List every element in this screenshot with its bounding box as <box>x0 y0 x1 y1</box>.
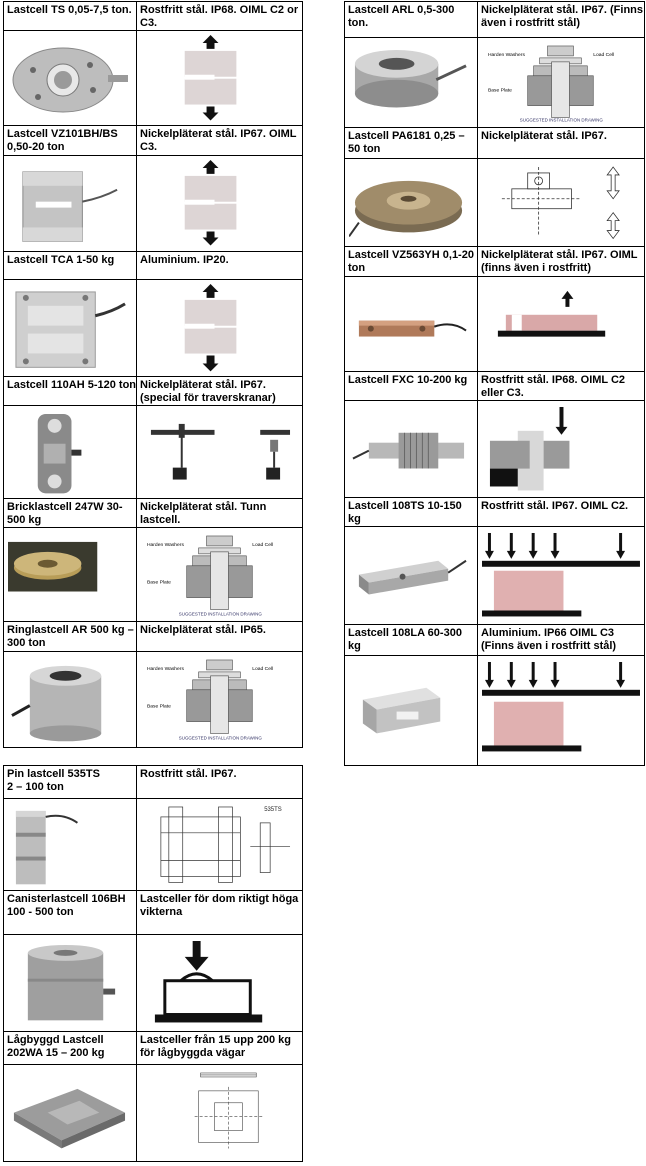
product-spec: Lastceller från 15 upp 200 kg för lågbyggda vägar <box>140 1034 292 1059</box>
product-name: Ringlastcell AR 500 kg – 300 ton <box>7 624 134 649</box>
product-spec: Nickelpläterat stål. IP67. OIML C3. <box>140 128 297 153</box>
low-profile-dimension-drawing <box>141 1069 298 1156</box>
table-row <box>4 377 302 406</box>
washer-installation-drawing <box>482 42 640 123</box>
ring-load-cell-photo <box>8 656 132 742</box>
pin-load-cell-photo <box>8 803 132 886</box>
washer-load-cell-photo <box>8 532 132 617</box>
table-row <box>4 499 302 528</box>
table-row <box>345 38 644 128</box>
product-spec: Aluminium. IP66 OIML C3 (Finns även i rostfritt stål) <box>481 627 617 652</box>
aluminium-s-load-cell-photo <box>8 284 132 372</box>
ring-load-cell-photo <box>349 42 473 123</box>
product-spec: Rostfritt stål. IP68. OIML C2 or C3. <box>140 4 299 29</box>
bottom-table <box>3 765 303 1162</box>
table-row <box>4 766 302 799</box>
bellows-force-diagram <box>482 405 640 493</box>
table-row <box>345 128 644 159</box>
product-spec: Lastceller för dom riktigt höga vikterna <box>140 893 299 918</box>
harden-washers-label: Harden Washers <box>487 52 525 58</box>
single-point-load-cell-photo <box>349 531 473 620</box>
right-table <box>344 1 645 766</box>
platform-load-diagram <box>482 531 640 620</box>
table-row <box>345 656 644 765</box>
product-name: Lastcell VZ563YH 0,1-20 ton <box>348 249 474 274</box>
s-beam-force-diagram <box>141 35 298 121</box>
table-row <box>4 622 302 652</box>
suggested-drawing-caption: SUGGESTED INSTALLATION DRAWING <box>519 117 603 123</box>
table-row <box>345 247 644 277</box>
load-cell-label: Load Cell <box>252 542 274 548</box>
table-row <box>4 406 302 499</box>
bellows-load-cell-photo <box>349 405 473 493</box>
product-name: Lastcell TS 0,05-7,5 ton. <box>7 4 132 16</box>
harden-washers-label: Harden Washers <box>146 542 184 548</box>
product-spec: Nickelpläterat stål. IP65. <box>140 624 266 636</box>
shear-beam-photo <box>349 281 473 367</box>
base-plate-label: Base Plate <box>146 580 171 586</box>
product-name: Lastcell 108TS 10-150 kg <box>348 500 462 525</box>
left-table <box>3 1 303 748</box>
product-name: Bricklastcell 247W 30-500 kg <box>7 501 123 526</box>
table-row <box>4 1032 302 1065</box>
crane-mounting-diagram <box>141 410 298 494</box>
table-row <box>4 2 302 31</box>
low-profile-load-cell-photo <box>8 1069 132 1156</box>
s-beam-force-diagram <box>141 284 298 372</box>
product-spec: Rostfritt stål. IP67. <box>140 768 237 780</box>
pancake-load-cell-photo <box>349 163 473 242</box>
s-beam-load-cell-photo <box>8 35 133 122</box>
load-cell-label: Load Cell <box>252 666 274 672</box>
suggested-drawing-caption: SUGGESTED INSTALLATION DRAWING <box>178 735 262 741</box>
table-row <box>4 156 302 252</box>
table-row <box>345 372 644 401</box>
canister-load-cell-photo <box>8 939 132 1027</box>
washer-installation-drawing <box>141 656 298 742</box>
product-spec: Rostfritt stål. IP67. OIML C2. <box>481 500 629 512</box>
pin-model-label: 535TS <box>264 806 282 813</box>
table-row <box>4 1065 302 1161</box>
product-spec: Nickelpläterat stål. IP67. (Finns även i rostfritt stål) <box>481 4 644 29</box>
pancake-dimension-drawing <box>482 163 640 242</box>
product-spec: Aluminium. IP20. <box>140 254 229 266</box>
product-name: Lastcell FXC 10-200 kg <box>348 374 468 386</box>
product-name: Lastcell 108LA 60-300 kg <box>348 627 462 652</box>
base-plate-label: Base Plate <box>146 704 171 710</box>
table-row <box>4 252 302 280</box>
table-row <box>345 159 644 247</box>
product-name: Lastcell 110AH 5-120 ton <box>7 379 137 391</box>
table-row <box>345 527 644 625</box>
product-spec: Nickelpläterat stål. IP67. (special för traverskranar) <box>140 379 276 404</box>
table-row <box>4 652 302 747</box>
platform-load-diagram <box>482 660 640 760</box>
table-row <box>345 498 644 527</box>
table-row <box>4 799 302 891</box>
product-spec: Nickelpläterat stål. IP67. <box>481 130 607 142</box>
s-type-load-cell-photo <box>8 160 132 247</box>
table-row <box>4 280 302 377</box>
harden-washers-label: Harden Washers <box>146 666 184 672</box>
product-name: Canisterlastcell 106BH 100 - 500 ton <box>7 893 126 918</box>
table-row <box>4 935 302 1032</box>
table-row <box>345 2 644 38</box>
product-spec: Nickelpläterat stål. Tunn lastcell. <box>140 501 267 526</box>
shear-beam-force-diagram <box>482 281 640 367</box>
tension-link-photo <box>8 410 132 494</box>
table-row <box>345 625 644 656</box>
product-name: Lastcell VZ101BH/BS 0,50-20 ton <box>7 128 118 153</box>
product-name: Lastcell TCA 1-50 kg <box>7 254 115 266</box>
product-spec: Rostfritt stål. IP68. OIML C2 eller C3. <box>481 374 626 399</box>
canister-force-diagram <box>141 939 298 1027</box>
table-row <box>4 528 302 622</box>
suggested-drawing-caption: SUGGESTED INSTALLATION DRAWING <box>178 611 262 617</box>
product-spec: Nickelpläterat stål. IP67. OIML (finns även i rostfritt) <box>481 249 638 274</box>
base-plate-label: Base Plate <box>487 88 512 94</box>
washer-installation-drawing <box>141 532 298 617</box>
pin-dimension-drawing <box>141 803 298 886</box>
table-row <box>4 126 302 156</box>
aluminium-single-point-photo <box>349 660 473 760</box>
product-name: Lågbyggd Lastcell 202WA 15 – 200 kg <box>7 1034 105 1059</box>
table-row <box>345 401 644 498</box>
product-name: Pin lastcell 535TS 2 – 100 ton <box>7 768 100 793</box>
product-name: Lastcell ARL 0,5-300 ton. <box>348 4 455 29</box>
table-row <box>4 891 302 935</box>
table-row <box>345 277 644 372</box>
product-name: Lastcell PA6181 0,25 – 50 ton <box>348 130 465 155</box>
load-cell-label: Load Cell <box>593 52 615 58</box>
s-beam-force-diagram <box>141 160 298 247</box>
table-row <box>4 31 302 126</box>
